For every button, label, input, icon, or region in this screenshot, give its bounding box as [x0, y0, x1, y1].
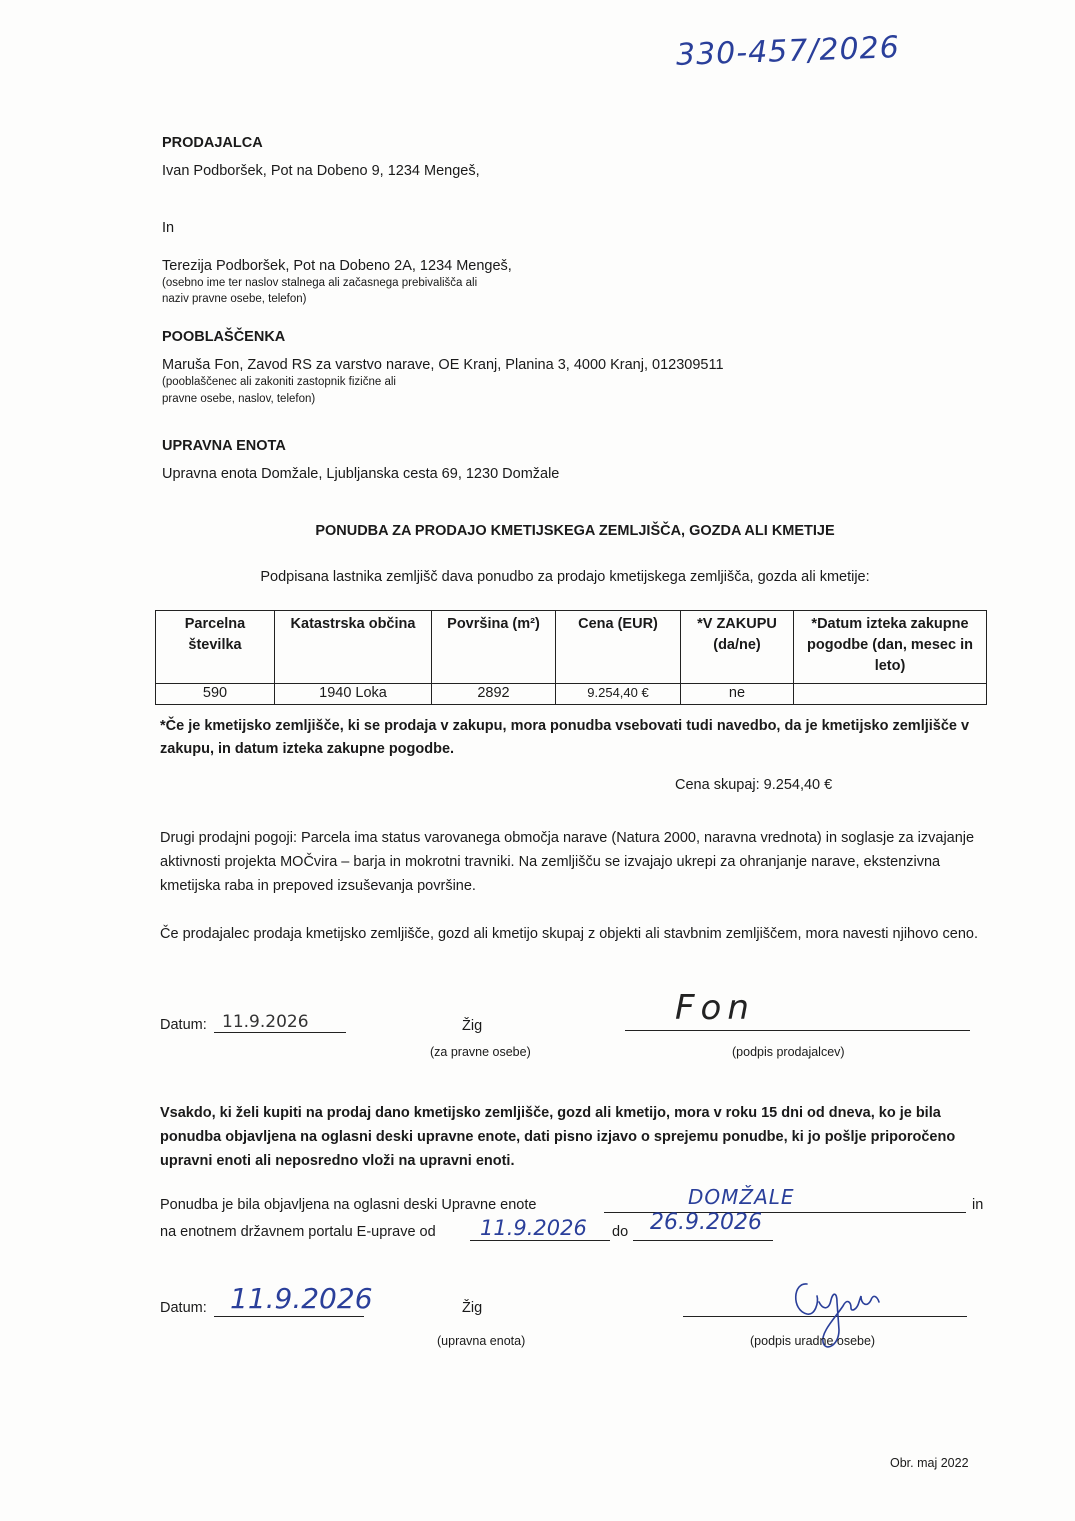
table-header-cell: Površina (m²) — [432, 611, 556, 684]
publication-to-value: 26.9.2026 — [650, 1210, 762, 1235]
seller-note-line1: (osebno ime ter naslov stalnega ali začasnega prebivališča ali — [162, 277, 478, 289]
table-cell: ne — [681, 684, 794, 705]
handwritten-ref-number: 330-457/2026 — [675, 30, 901, 73]
parcel-table — [155, 610, 987, 705]
table-header-row — [156, 611, 987, 684]
office-stamp-note: (upravna enota) — [437, 1334, 526, 1348]
table-cell: 590 — [156, 684, 275, 705]
seller-note-line2: naziv pravne osebe, telefon) — [162, 293, 307, 305]
publication-from-line — [470, 1240, 610, 1241]
publication-unit-value: DOMŽALE — [688, 1185, 795, 1209]
seller-signature: Fon — [675, 988, 755, 1028]
seller-signature-line — [625, 1030, 970, 1031]
office-date-value: 11.9.2026 — [230, 1282, 373, 1315]
document-title: PONUDBA ZA PRODAJO KMETIJSKEGA ZEMLJIŠČA, GOZDA ALI KMETIJE — [315, 523, 835, 539]
other-conditions: Drugi prodajni pogoji: Parcela ima status varovanega območja narave (Natura 2000, naravna vrednota) in soglasje za izvajanje aktivnosti projekta MOČvira – barja in mokrotni travniki. Na zemljišču se izvajajo ukrepi za ohranjanje narave, ekstenzivna kmetijska raba in prepoved izsuševanja površine. — [160, 830, 975, 894]
publication-line1-label: Ponudba je bila objavljena na oglasni deski Upravne enote — [160, 1197, 537, 1213]
table-header-cell: Cena (EUR) — [556, 611, 681, 684]
table-cell: 1940 Loka — [275, 684, 432, 705]
table-row — [156, 684, 987, 705]
office-date-label: Datum: — [160, 1300, 207, 1316]
proxy-text: Maruša Fon, Zavod RS za varstvo narave, OE Kranj, Planina 3, 4000 Kranj, 012309511 — [162, 357, 724, 373]
seller1-text: Ivan Podboršek, Pot na Dobeno 9, 1234 Mengeš, — [162, 163, 480, 179]
proxy-heading: POOBLAŠČENKA — [162, 329, 286, 345]
office-date-line — [214, 1316, 364, 1317]
acceptance-notice: Vsakdo, ki želi kupiti na prodaj dano kmetijsko zemljišče, gozd ali kmetijo, mora v roku 15 dni od dneva, ko je bila ponudba objavljena na oglasni deski upravne enote, dati pisno izjavo o sprejemu ponudbe, ki jo pošlje priporočeno upravni enoti ali neposredno vloži na upravni enoti. — [160, 1105, 956, 1169]
proxy-note-line1: (pooblaščenec ali zakoniti zastopnik fizične ali — [162, 376, 396, 388]
table-header-cell: *Datum izteka zakupne pogodbe (dan, mesec in leto) — [794, 611, 987, 684]
lease-note: *Če je kmetijsko zemljišče, ki se prodaja v zakupu, mora ponudba vsebovati tudi navedbo, da je kmetijsko zemljišče v zakupu, in datum izteka zakupne pogodbe. — [160, 718, 970, 757]
office-stamp-label: Žig — [462, 1300, 483, 1316]
table-cell: 2892 — [432, 684, 556, 705]
admin-unit-text: Upravna enota Domžale, Ljubljanska cesta 69, 1230 Domžale — [162, 466, 560, 482]
seller-stamp-note: (za pravne osebe) — [430, 1045, 531, 1059]
publication-line1-end: in — [972, 1197, 984, 1213]
publication-from-value: 11.9.2026 — [480, 1216, 587, 1240]
table-cell: 9.254,40 € — [556, 684, 681, 705]
publication-to-line — [633, 1240, 773, 1241]
intro-text: Podpisana lastnika zemljišč dava ponudbo za prodajo kmetijskega zemljišča, gozda ali kmetije: — [260, 569, 870, 585]
seller-date-label: Datum: — [160, 1017, 207, 1033]
seller-conjunction: In — [162, 220, 175, 236]
seller-signature-note: (podpis prodajalcev) — [732, 1045, 845, 1059]
table-header-cell: Parcelna številka — [156, 611, 275, 684]
seller-heading: PRODAJALCA — [162, 135, 263, 151]
office-signature-note: (podpis uradne osebe) — [750, 1334, 876, 1348]
seller2-text: Terezija Podboršek, Pot na Dobeno 2A, 1234 Mengeš, — [162, 258, 512, 274]
seller-date-value: 11.9.2026 — [222, 1012, 309, 1032]
total-price: Cena skupaj: 9.254,40 € — [675, 777, 833, 793]
admin-unit-heading: UPRAVNA ENOTA — [162, 438, 286, 454]
table-header-cell: Katastrska občina — [275, 611, 432, 684]
proxy-note-line2: pravne osebe, naslov, telefon) — [162, 393, 316, 405]
publication-to-label: do — [612, 1224, 629, 1240]
form-version-footer: Obr. maj 2022 — [890, 1456, 969, 1470]
seller-date-line — [214, 1032, 346, 1033]
objects-note: Če prodajalec prodaja kmetijsko zemljišče, gozd ali kmetijo skupaj z objekti ali stavbnim zemljiščem, mora navesti njihovo ceno. — [160, 926, 978, 942]
seller-stamp-label: Žig — [462, 1018, 483, 1034]
table-header-cell: *V ZAKUPU (da/ne) — [681, 611, 794, 684]
publication-line2-label: na enotnem državnem portalu E-uprave od — [160, 1224, 436, 1240]
table-cell — [794, 684, 987, 705]
